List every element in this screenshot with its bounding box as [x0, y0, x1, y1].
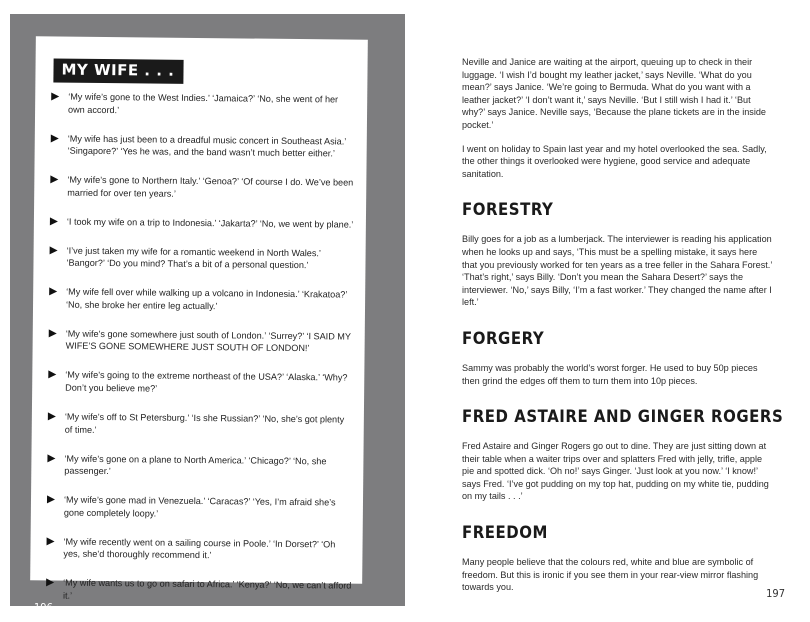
joke-text: ‘My wife fell over while walking up a volcano in Indonesia.’ ‘Krakatoa?’ ‘No, she broke her entire leg actually.’ — [65, 286, 348, 312]
bullet-arrow-icon — [47, 454, 55, 462]
bullet-arrow-icon — [49, 329, 57, 337]
intro-paragraph: I went on holiday to Spain last year and my hotel overlooked the sea. Sadly, the other things it overlooked were hygiene, good service and adequate sanitation. — [462, 143, 767, 179]
joke-text: ‘My wife has just been to a dreadful music concert in Southeast Asia.’ ‘Singapore?’ ‘Yes he was, and the band wasn’t much better either.’ — [67, 133, 347, 159]
joke-item — [51, 132, 357, 160]
joke-item — [46, 577, 352, 605]
joke-item — [50, 215, 356, 231]
joke-item — [49, 327, 355, 355]
joke-item — [49, 244, 355, 272]
bullet-arrow-icon — [50, 246, 58, 254]
section-title-freedom: FREEDOM — [462, 523, 548, 544]
joke-item — [49, 286, 355, 314]
left-page-panel — [10, 14, 405, 614]
page-number-right: 197 — [766, 587, 785, 600]
page-number-left: 196 — [34, 601, 53, 614]
bullet-arrow-icon — [49, 288, 57, 296]
bullet-arrow-icon — [51, 92, 59, 100]
joke-item — [47, 494, 353, 522]
joke-text: ‘My wife’s gone mad in Venezuela.’ ‘Caracas?’ ‘Yes, I’m afraid she’s gone completely loopy.’ — [63, 494, 336, 519]
joke-list — [46, 90, 358, 621]
joke-item — [48, 410, 354, 438]
bullet-arrow-icon — [51, 134, 59, 142]
section-text-forgery: Sammy was probably the world’s worst forger. He used to buy 50p pieces then grind the edges off them to turn them into 10p pieces. — [462, 362, 758, 386]
joke-item — [50, 174, 356, 202]
section-title-fred-astaire: FRED ASTAIRE AND GINGER ROGERS — [462, 407, 784, 428]
joke-text: ‘My wife wants us to go on safari to Africa.’ ‘Kenya?’ ‘No, we can’t afford it.’ — [62, 577, 352, 601]
joke-text: ‘My wife’s gone on a plane to North America.’ ‘Chicago?’ ‘No, she passenger.’ — [64, 453, 327, 477]
joke-text: ‘My wife’s gone somewhere just south of London.’ ‘Surrey?’ ‘I SAID MY WIFE’S GONE SOMEWHERE JUST SOUTH OF LONDON!’ — [65, 328, 351, 354]
joke-text: ‘I took my wife on a trip to Indonesia.’ ‘Jakarta?’ ‘No, we went by plane.’ — [66, 216, 354, 230]
joke-item — [46, 535, 352, 563]
joke-text: ‘My wife’s gone to Northern Italy.’ ‘Genoa?’ ‘Of course I do. We’ve been married for over ten years.’ — [67, 174, 354, 199]
bullet-arrow-icon — [50, 217, 58, 225]
section-title-forestry: FORESTRY — [462, 200, 554, 221]
bullet-arrow-icon — [50, 176, 58, 184]
joke-text: ‘My wife recently went on a sailing course in Poole.’ ‘In Dorset?’ ‘Oh yes, she’d thoroughly recommend it.’ — [63, 536, 336, 561]
section-text-forestry: Billy goes for a job as a lumberjack. The interviewer is reading his application when he looks up and says, ‘This must be a spelling mistake, it says here that you previously worked for ten years as a tree feller in the Sahara Forest.’ ‘That’s right,’ says Billy. ‘Don’t you mean the Sahara Desert?’ says the interviewer. ‘No,’ says Billy, ‘I’m a fast worker.’ They changed the name after I left.’ — [462, 234, 773, 308]
joke-text: ‘My wife’s off to St Petersburg.’ ‘Is she Russian?’ ‘No, she’s got plenty of time.’ — [64, 411, 345, 435]
joke-item — [48, 369, 354, 397]
section-text-freedom: Many people believe that the colours red, white and blue are symbolic of freedom. But this is ironic if you see them in your rear-view mirror flashing towards you. — [462, 557, 759, 593]
section-title-forgery: FORGERY — [462, 328, 545, 349]
section-text-fred-astaire: Fred Astaire and Ginger Rogers go out to dine. They are just sitting down at their table when a waiter trips over and splatters Fred with jelly, trifle, apple pie and spotted dick. ‘Oh no!’ says Ginger. ‘Just look at you now.’ ‘I know!’ says Fred. ‘I’ve got pudding on my top hat, pudding on my white tie, pudding on my tails . . .’ — [462, 441, 769, 502]
bullet-arrow-icon — [48, 412, 56, 420]
card-title: MY WIFE . . . — [53, 58, 183, 83]
bullet-arrow-icon — [46, 579, 54, 587]
joke-item — [51, 90, 357, 118]
joke-text: ‘I’ve just taken my wife for a romantic weekend in North Wales.’ ‘Bangor?’ ‘Do you mind? That’s a bit of a personal question.’ — [66, 245, 321, 271]
joke-text: ‘My wife’s going to the extreme northeast of the USA?’ ‘Alaska.’ ‘Why? Don’t you believe me?’ — [65, 370, 348, 394]
joke-item — [47, 452, 353, 480]
bullet-arrow-icon — [48, 371, 56, 379]
joke-text: ‘My wife’s gone to the West Indies.’ ‘Jamaica?’ ‘No, she went of her own accord.’ — [68, 91, 339, 115]
bullet-arrow-icon — [47, 496, 55, 504]
intro-paragraph: Neville and Janice are waiting at the airport, queuing up to check in their luggage. ‘I wish I’d bought my leather jacket,’ says Neville. ‘What do you mean?’ says Janice. ‘We’re going to Bermuda. What do you want with a leather jacket?’ ‘I don’t want it,’ says Neville. ‘But I still wish I had it.’ ‘But why?’ says Janice. Neville says, ‘Because the plane tickets are in the inside pocket.’ — [462, 57, 766, 130]
bullet-arrow-icon — [47, 537, 55, 545]
my-wife-card — [30, 36, 368, 601]
